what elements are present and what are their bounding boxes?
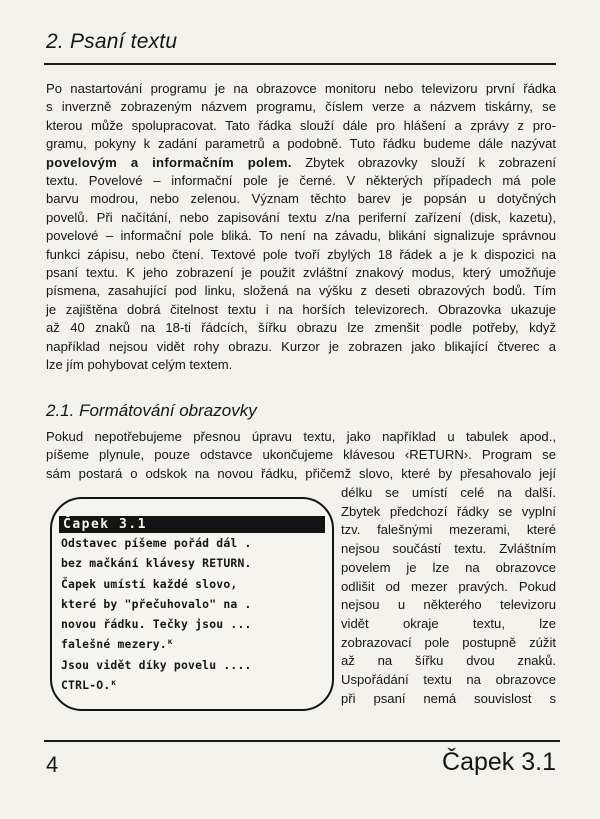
paragraph-line: Po nastartování programu je na obrazovce monitoru nebo televizoru první řádka [46, 81, 556, 96]
paragraph-line: s inverzně zobrazeným názvem programu, číslem verze a názvem tiskárny, se [46, 99, 556, 115]
bold-line-rest: Zbytek obrazovky slouží k zobrazení [291, 154, 556, 170]
paragraph-line: barvu modrou, nebo zelenou. Význam těchto barev je popsán u dotyčných [46, 191, 556, 207]
side-line: nejsou u některého televizoru [341, 597, 556, 613]
screen-line: Odstavec píšeme pořád dál . [61, 536, 252, 550]
side-line: povelem je lze na obrazovce [341, 559, 556, 575]
paragraph-line: funkci zápisu, nebo čtení. Textové pole tvoří zbylých 18 řádek a je k dispozici na [46, 246, 556, 262]
side-line: Zbytek předchozí řádky se vyplní [341, 503, 556, 519]
screen-line: Jsou vidět díky povelu .... [61, 657, 252, 672]
screen-line: CTRL-O.ᴷ [61, 678, 118, 693]
subsection-heading: 2.1. Formátování obrazovky [46, 401, 257, 420]
paragraph-line: píšeme plynule, pouze odstavce ukončujeme klávesou ‹RETURN›. Program se [46, 447, 556, 463]
side-line: vidět okraje textu, lze [341, 615, 556, 631]
side-paragraph [341, 484, 556, 708]
side-line: odlišit od mezer pravých. Pokud [341, 578, 556, 594]
paragraph-line: sám postará o odskok na novou řádku, přičemž slovo, které by přesahovalo její [46, 465, 556, 481]
subsection-paragraph [46, 428, 556, 483]
paragraph-line: až 40 znaků na 18-ti řádcích, šířku obrazu lze zmenšit podle potřeby, když [46, 320, 556, 336]
screen-line: bez mačkání klávesy RETURN. [61, 556, 252, 571]
paragraph-line: gramu, pokyny k zadání parametrů a podobně. Tuto řádku budeme dále nazývat [46, 136, 556, 152]
paragraph-line: písmena, zasahující pod linku, složená na výšku z deseti obrazových bodů. Tím [46, 283, 556, 299]
bold-phrase: povelovým a informačním polem. [46, 154, 292, 170]
section-heading: 2. Psaní textu [46, 30, 178, 53]
paragraph-line: povelové – informační pole bliká. To není na závadu, blikání signalizuje správnou [46, 228, 556, 244]
paragraph-line: psaní textu. K jeho zobrazení je použit zvláštní znakový modus, který umožňuje [46, 265, 556, 281]
side-line: tzv. falešnými mezerami, které [341, 522, 556, 538]
side-line: při psaní nemá souvislost s [341, 690, 556, 706]
paragraph-line: Pokud nepotřebujeme přesnou úpravu textu, jako například u tabulek apod., [46, 429, 556, 444]
paragraph-line: lze jím pohybovat celým textem. [46, 357, 233, 373]
screen-line: novou řádku. Tečky jsou ... [61, 617, 252, 632]
paragraph-line: povelů. Při načítání, nebo zapisování textu z/na periferní zařízení (disk, kazetu), [46, 209, 556, 225]
screen-line: Čapek umístí každé slovo, [61, 576, 238, 591]
screen-illustration [50, 497, 334, 711]
bottom-rule [44, 740, 560, 742]
intro-paragraph [46, 80, 556, 375]
paragraph-line: kterou může spolupracovat. Tato řádka slouží dále pro hlášení a zprávy z pro- [46, 117, 556, 133]
screen-line: které by "přečuhovalo" na . [61, 596, 252, 611]
top-rule [44, 63, 556, 65]
side-line: nejsou součástí textu. Zvláštním [341, 541, 556, 557]
side-line: až na šířku dvou znaků. [341, 653, 556, 669]
screen-line: falešné mezery.ᴷ [61, 637, 174, 652]
page-number: 4 [46, 752, 59, 777]
paragraph-line: například nejsou vidět rohy obrazu. Kurzor je zobrazen jako blikající čtverec a [46, 338, 556, 354]
paragraph-line: je zajištěna dobrá čitelnost textu i na horších televizorech. Obrazovka ukazuje [46, 301, 556, 317]
paragraph-line: textu. Povelové – informační pole je černé. V některých případech má pole [46, 173, 556, 189]
side-line: délku se umístí celé na další. [341, 485, 556, 500]
side-line: Uspořádání textu na obrazovce [341, 672, 556, 688]
paragraph-line-bold [46, 154, 556, 172]
screen-title-bar: Čapek 3.1 [59, 516, 325, 533]
side-line: zobrazovací pole postupně zúžit [341, 634, 556, 650]
running-title: Čapek 3.1 [442, 748, 556, 776]
screen-content [59, 516, 325, 695]
